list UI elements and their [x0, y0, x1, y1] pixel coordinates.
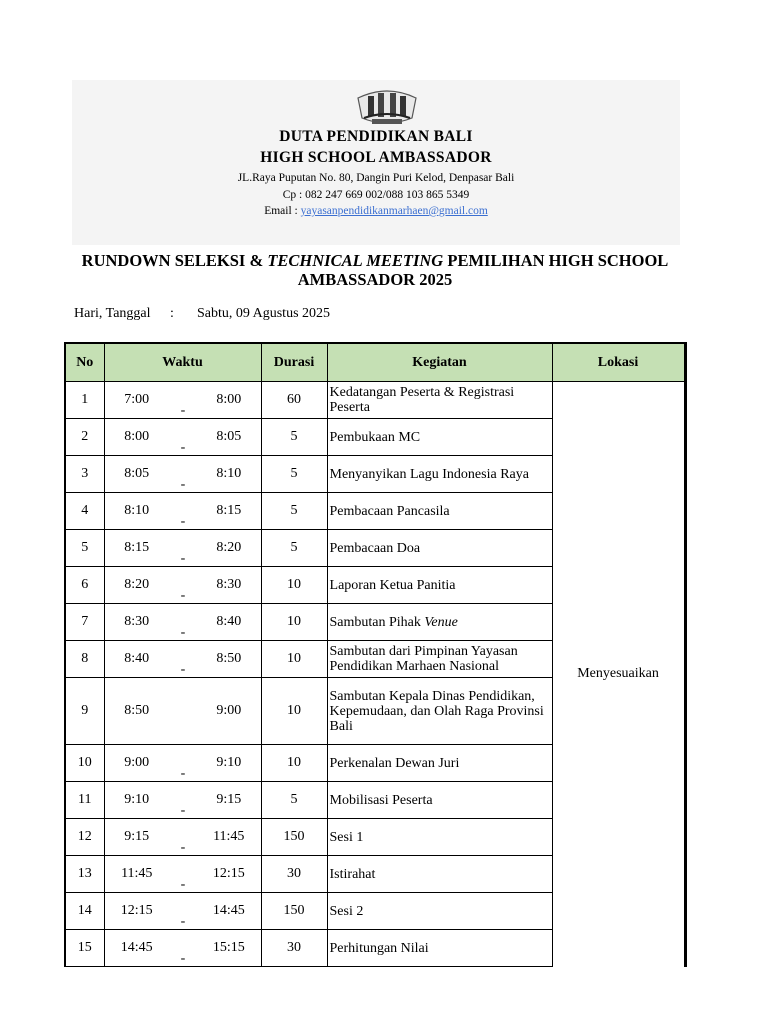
end-time: 14:45	[197, 893, 261, 930]
contact-email	[72, 205, 680, 217]
title-part-3: PEMILIHAN HIGH SCHOOL AMBASSADOR 2025	[297, 251, 669, 289]
start-time: 12:15	[104, 893, 169, 930]
time-separator: -	[169, 493, 197, 530]
row-number: 10	[65, 745, 104, 782]
start-time: 9:00	[104, 745, 169, 782]
activity-text: Perhitungan Nilai	[329, 940, 429, 956]
row-number: 12	[65, 819, 104, 856]
contact-phone: Cp : 082 247 669 002/088 103 865 5349	[282, 189, 470, 201]
activity	[327, 678, 552, 745]
time-separator: -	[169, 745, 197, 782]
activity-text-italic: Venue	[424, 614, 458, 630]
start-time: 7:00	[104, 382, 169, 419]
header-kegiatan: Kegiatan	[327, 343, 552, 382]
duration: 5	[261, 493, 327, 530]
row-number: 6	[65, 567, 104, 604]
location-cell: Menyesuaikan	[552, 382, 685, 967]
activity	[327, 604, 552, 641]
start-time: 9:15	[104, 819, 169, 856]
duration: 10	[261, 567, 327, 604]
duration: 30	[261, 856, 327, 893]
time-separator: -	[169, 382, 197, 419]
start-time: 8:50	[104, 678, 169, 745]
title-part-1: RUNDOWN SELEKSI &	[81, 251, 268, 270]
start-time: 14:45	[104, 930, 169, 967]
activity-text: Sambutan Kepala Dinas Pendidikan, Kepemudaan, dan Olah Raga Provinsi Bali	[329, 688, 544, 734]
organization-name: DUTA PENDIDIKAN BALI	[279, 128, 473, 145]
end-time: 8:15	[197, 493, 261, 530]
start-time: 8:00	[104, 419, 169, 456]
end-time: 9:00	[197, 678, 261, 745]
header-no: No	[65, 343, 104, 382]
end-time: 8:20	[197, 530, 261, 567]
row-number: 7	[65, 604, 104, 641]
time-separator: -	[169, 530, 197, 567]
activity	[327, 493, 552, 530]
row-number: 14	[65, 893, 104, 930]
activity-text: Sesi 1	[329, 829, 364, 845]
activity	[327, 930, 552, 967]
end-time: 8:05	[197, 419, 261, 456]
row-number: 5	[65, 530, 104, 567]
activity	[327, 641, 552, 678]
activity	[327, 856, 552, 893]
activity-text: Pembukaan MC	[329, 429, 421, 445]
date-label: Hari, Tanggal	[74, 306, 151, 321]
row-number: 9	[65, 678, 104, 745]
duration: 5	[261, 419, 327, 456]
time-separator	[169, 678, 197, 745]
activity-text: Laporan Ketua Panitia	[329, 577, 456, 593]
duration: 10	[261, 745, 327, 782]
time-separator: -	[169, 856, 197, 893]
duration: 10	[261, 604, 327, 641]
activity	[327, 567, 552, 604]
activity	[327, 819, 552, 856]
start-time: 8:05	[104, 456, 169, 493]
start-time: 8:10	[104, 493, 169, 530]
document-title	[80, 251, 670, 289]
time-separator: -	[169, 567, 197, 604]
end-time: 12:15	[197, 856, 261, 893]
row-number: 2	[65, 419, 104, 456]
address: JL.Raya Puputan No. 80, Dangin Puri Kelod, Denpasar Bali	[237, 172, 515, 184]
title-part-2: TECHNICAL MEETING	[267, 251, 444, 270]
activity	[327, 782, 552, 819]
date-colon: :	[170, 306, 174, 321]
duration: 30	[261, 930, 327, 967]
activity-text: Kedatangan Peserta & Registrasi Peserta	[329, 385, 515, 415]
start-time: 8:15	[104, 530, 169, 567]
email-label: Email :	[264, 205, 301, 217]
header-waktu: Waktu	[104, 343, 261, 382]
activity-text: Mobilisasi Peserta	[329, 792, 433, 808]
email-link[interactable]: yayasanpendidikanmarhaen@gmail.com	[300, 205, 488, 217]
duration: 5	[261, 530, 327, 567]
end-time: 8:30	[197, 567, 261, 604]
activity	[327, 893, 552, 930]
activity-text: Pembacaan Pancasila	[329, 503, 450, 519]
start-time: 11:45	[104, 856, 169, 893]
row-number: 8	[65, 641, 104, 678]
time-separator: -	[169, 604, 197, 641]
activity	[327, 530, 552, 567]
table-header-row	[65, 343, 685, 382]
activity	[327, 456, 552, 493]
end-time: 8:50	[197, 641, 261, 678]
duration: 60	[261, 382, 327, 419]
row-number: 3	[65, 456, 104, 493]
program-name: HIGH SCHOOL AMBASSADOR	[260, 149, 492, 166]
end-time: 15:15	[197, 930, 261, 967]
header-lokasi: Lokasi	[552, 343, 685, 382]
duration: 150	[261, 819, 327, 856]
activity-text: Istirahat	[329, 866, 376, 882]
duration: 10	[261, 641, 327, 678]
activity	[327, 745, 552, 782]
activity-text: Sambutan Pihak	[329, 614, 425, 630]
time-separator: -	[169, 893, 197, 930]
rundown-table	[64, 342, 687, 967]
end-time: 11:45	[197, 819, 261, 856]
row-number: 11	[65, 782, 104, 819]
duration: 150	[261, 893, 327, 930]
time-separator: -	[169, 930, 197, 967]
end-time: 8:00	[197, 382, 261, 419]
end-time: 9:15	[197, 782, 261, 819]
row-number: 1	[65, 382, 104, 419]
time-separator: -	[169, 819, 197, 856]
time-separator: -	[169, 782, 197, 819]
activity-text: Sambutan dari Pimpinan Yayasan Pendidikan Marhaen Nasional	[329, 644, 518, 674]
time-separator: -	[169, 641, 197, 678]
letterhead	[72, 80, 680, 245]
activity	[327, 419, 552, 456]
time-separator: -	[169, 419, 197, 456]
activity	[327, 382, 552, 419]
row-number: 13	[65, 856, 104, 893]
start-time: 9:10	[104, 782, 169, 819]
end-time: 8:10	[197, 456, 261, 493]
time-separator: -	[169, 456, 197, 493]
start-time: 8:40	[104, 641, 169, 678]
date-value: Sabtu, 09 Agustus 2025	[197, 306, 331, 321]
activity-text: Sesi 2	[329, 903, 364, 919]
duration: 10	[261, 678, 327, 745]
activity-text: Menyanyikan Lagu Indonesia Raya	[329, 466, 529, 482]
header-durasi: Durasi	[261, 343, 327, 382]
row-number: 4	[65, 493, 104, 530]
end-time: 9:10	[197, 745, 261, 782]
activity-text: Pembacaan Doa	[329, 540, 421, 556]
start-time: 8:30	[104, 604, 169, 641]
table-row	[65, 382, 685, 419]
foundation-logo-icon	[354, 88, 420, 128]
row-number: 15	[65, 930, 104, 967]
end-time: 8:40	[197, 604, 261, 641]
duration: 5	[261, 782, 327, 819]
start-time: 8:20	[104, 567, 169, 604]
duration: 5	[261, 456, 327, 493]
activity-text: Perkenalan Dewan Juri	[329, 755, 460, 771]
